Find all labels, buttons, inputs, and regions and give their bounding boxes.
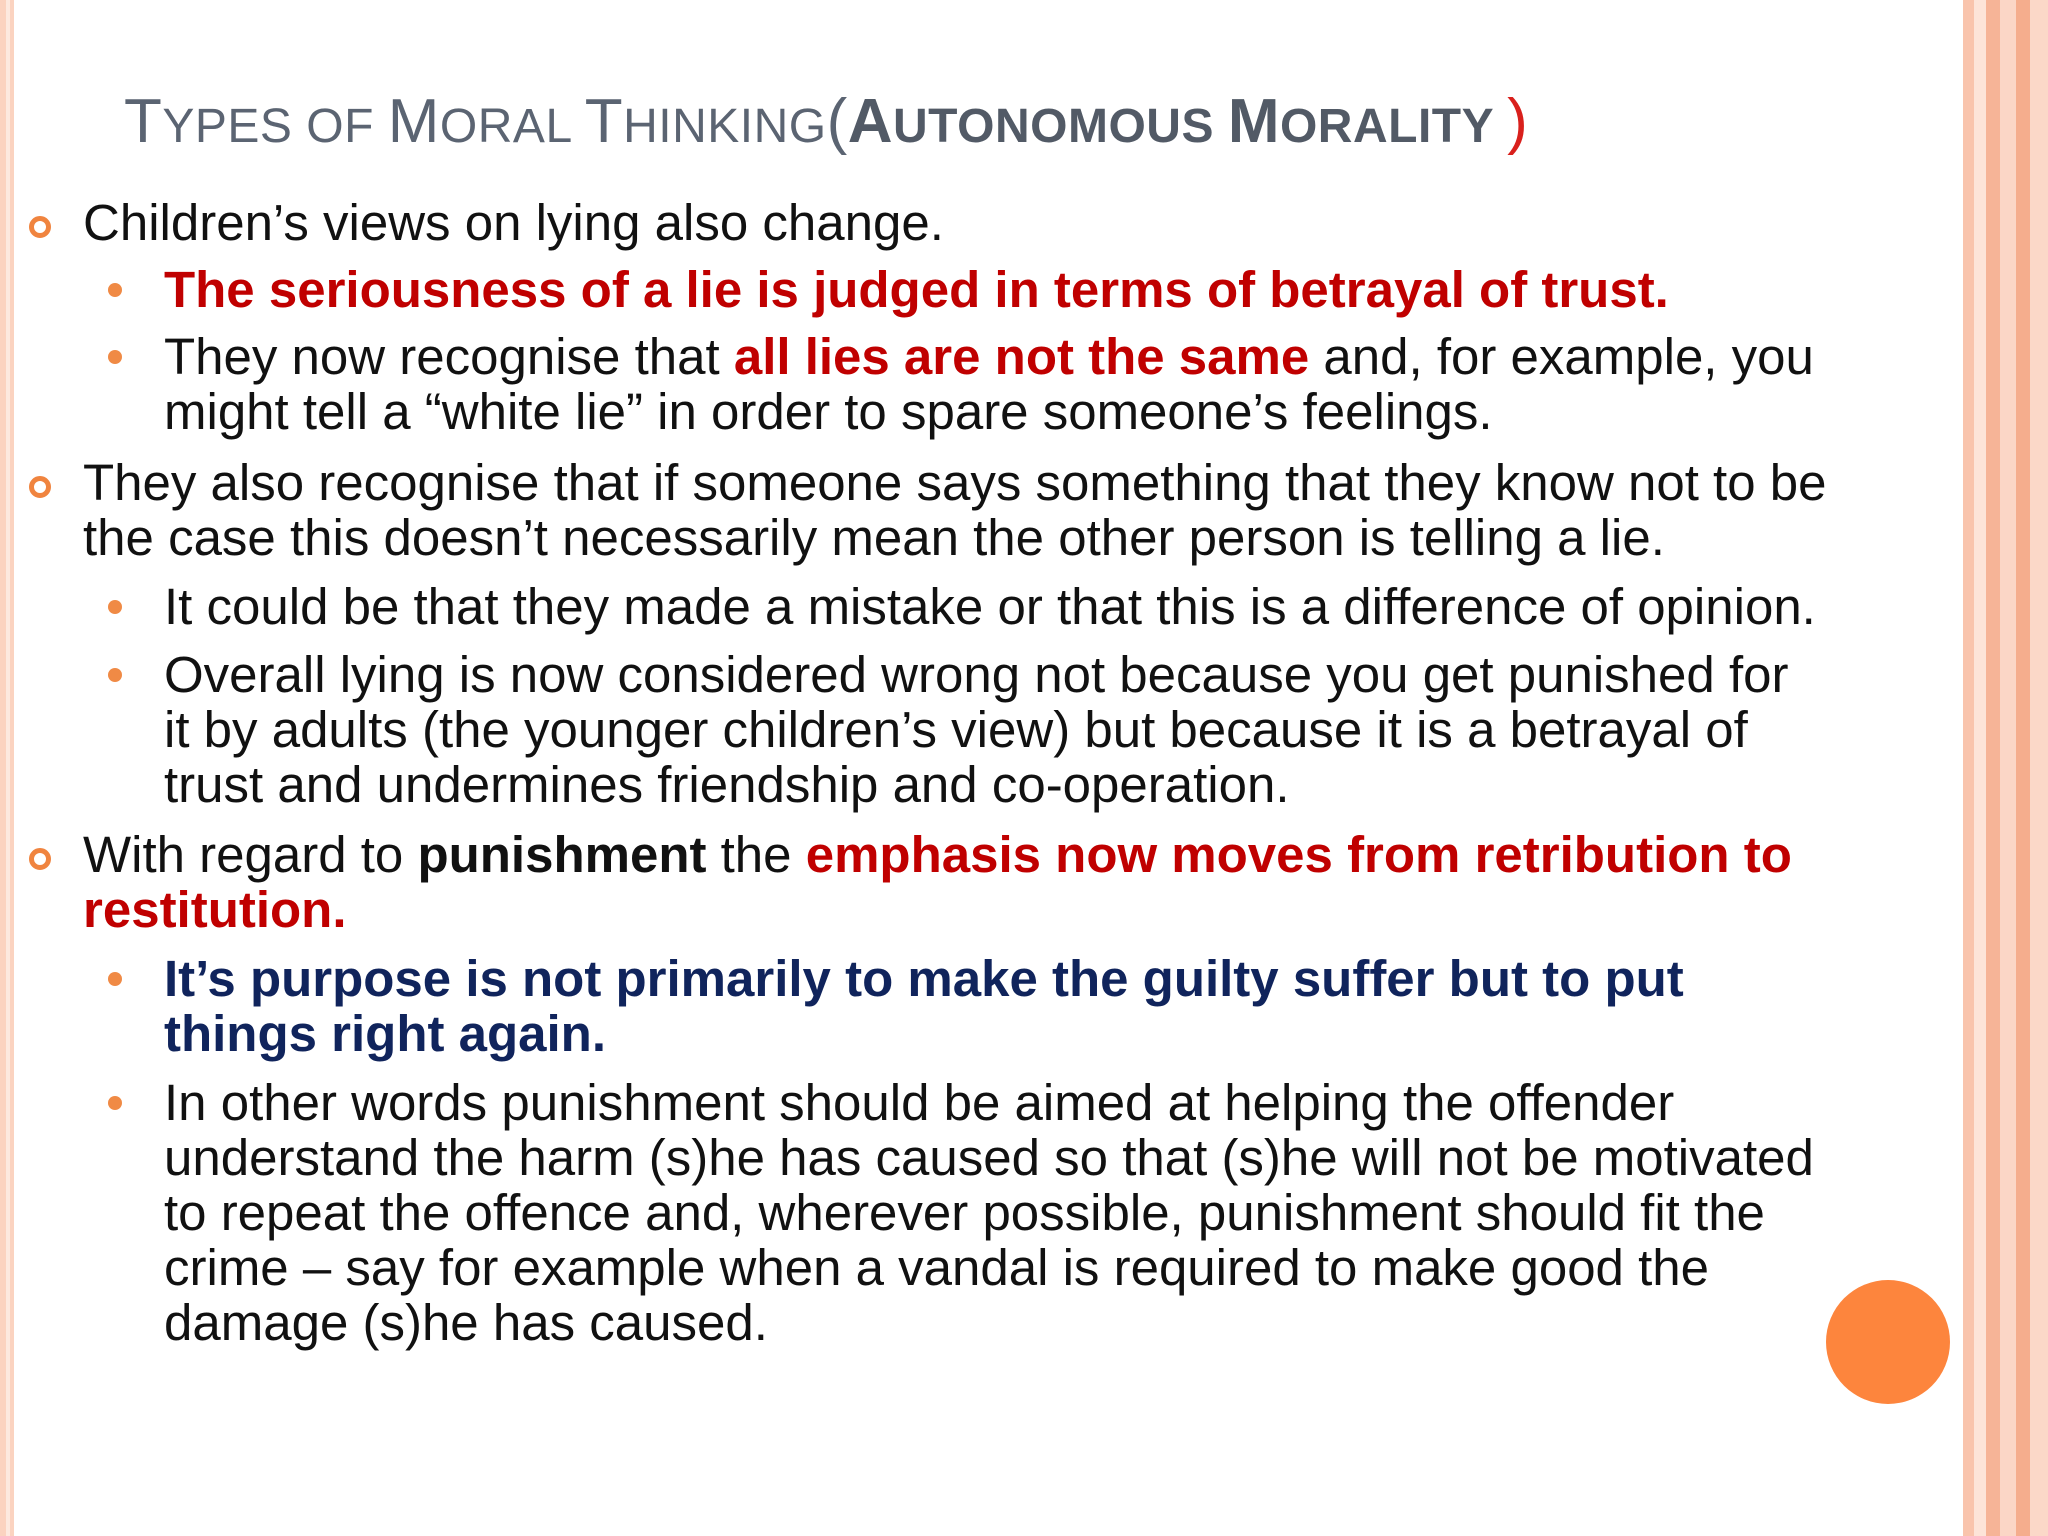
- bullet-ring-icon: [29, 216, 51, 238]
- bullet-dot-icon: [108, 350, 122, 364]
- title-emphasis: AUTONOMOUS MORALITY: [847, 87, 1508, 156]
- bullet-dot-icon: [108, 1096, 122, 1110]
- bullet-dot-icon: [108, 283, 122, 297]
- bullet-point: With regard to punishment the emphasis now moves from retribution to restitution.: [83, 826, 1792, 938]
- sub-bullet-point: It could be that they made a mistake or that this is a difference of opinion.: [164, 578, 1816, 635]
- bullet-point: They also recognise that if someone says something that they know not to be the case this doesn’t necessarily mean the other person is telling a lie.: [83, 454, 1827, 566]
- sub-bullet-point: Overall lying is now considered wrong not because you get punished for it by adults (the younger children’s view) but because it is a betrayal of trust and undermines friendship and co-operation.: [164, 646, 1789, 813]
- left-edge-decoration: [0, 0, 22, 1536]
- sub-bullet-point: In other words punishment should be aimed at helping the offender understand the harm (s)he has caused so that (s)he will not be motivated to repeat the offence and, wherever possible, punishment should fit the crime – say for example when a vandal is required to make good the damage (s)he has caused.: [164, 1074, 1814, 1351]
- bullet-ring-icon: [29, 476, 51, 498]
- bullet-dot-icon: [108, 668, 122, 682]
- sub-bullet-point: It’s purpose is not primarily to make the guilty suffer but to put things right again.: [164, 950, 1684, 1062]
- bullet-dot-icon: [108, 972, 122, 986]
- right-edge-decoration: [1958, 0, 2048, 1536]
- orange-circle-decoration: [1826, 1280, 1950, 1404]
- sub-bullet-point: The seriousness of a lie is judged in terms of betrayal of trust.: [164, 261, 1669, 318]
- sub-bullet-point: They now recognise that all lies are not the same and, for example, you might tell a “white lie” in order to spare someone’s feelings.: [164, 328, 1814, 440]
- bullet-point: Children’s views on lying also change.: [83, 194, 944, 251]
- slide-title: TYPES OF MORAL THINKING(AUTONOMOUS MORALITY ): [124, 87, 1529, 156]
- bullet-dot-icon: [108, 600, 122, 614]
- bullet-ring-icon: [29, 848, 51, 870]
